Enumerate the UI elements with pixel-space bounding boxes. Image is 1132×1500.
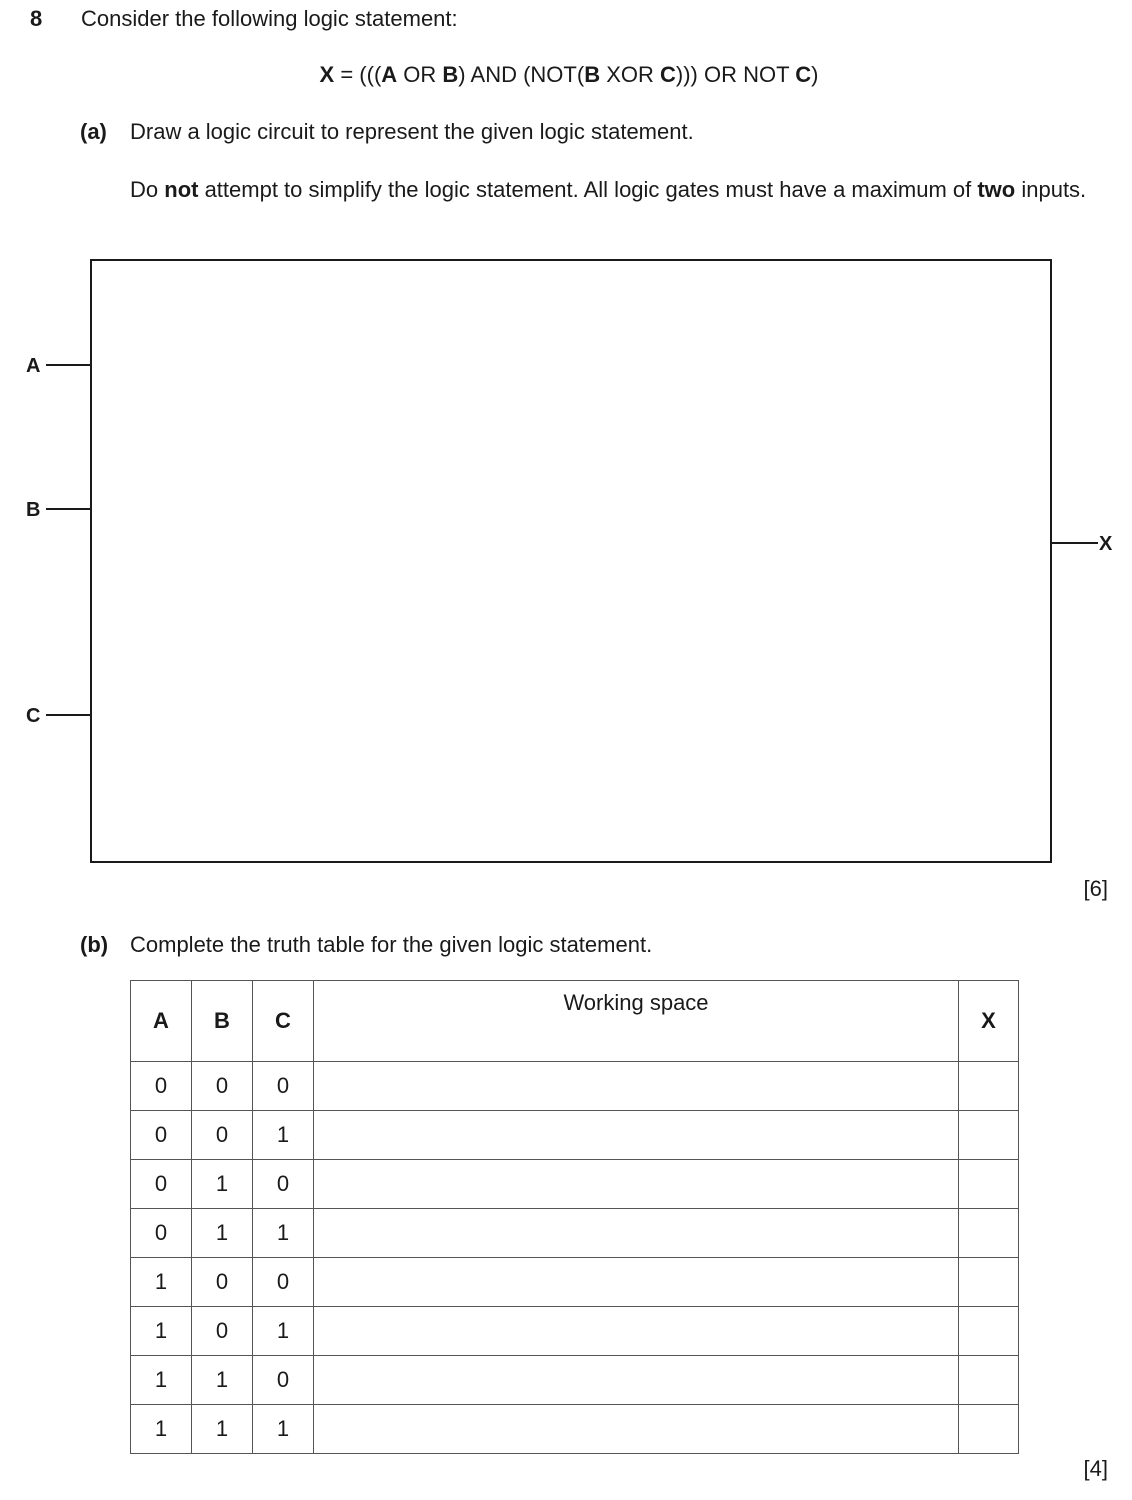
part-b-instruction: Complete the truth table for the given logic statement. (130, 932, 653, 957)
working-cell[interactable] (314, 1062, 959, 1111)
working-cell[interactable] (314, 1111, 959, 1160)
marks-part-b: [4] (1083, 1456, 1108, 1481)
input-wire-b (46, 508, 91, 510)
truth-table (130, 980, 1019, 1454)
logic-statement (0, 62, 1132, 88)
cell-b: 0 (192, 1111, 253, 1160)
part-b-label: (b) (80, 932, 109, 957)
note-emphasis: two (977, 177, 1016, 202)
table-row (131, 1356, 1019, 1405)
note-emphasis: not (164, 177, 199, 202)
table-row (131, 1405, 1019, 1454)
cell-c: 0 (253, 1160, 314, 1209)
working-cell[interactable] (314, 1209, 959, 1258)
cell-a: 0 (131, 1160, 192, 1209)
statement-part: XOR (600, 62, 660, 87)
note-text: inputs. (1015, 177, 1087, 202)
input-wire-a (46, 364, 91, 366)
cell-a: 0 (131, 1062, 192, 1111)
working-cell[interactable] (314, 1160, 959, 1209)
table-row (131, 1307, 1019, 1356)
part-a-note (130, 175, 1108, 204)
output-label-x: X (1099, 533, 1113, 555)
cell-a: 0 (131, 1111, 192, 1160)
cell-a: 1 (131, 1356, 192, 1405)
answer-x-cell[interactable] (959, 1111, 1019, 1160)
table-row (131, 1160, 1019, 1209)
statement-x: X (319, 62, 335, 87)
cell-b: 0 (192, 1062, 253, 1111)
statement-part: ) (811, 62, 819, 87)
table-row (131, 1209, 1019, 1258)
answer-x-cell[interactable] (959, 1405, 1019, 1454)
statement-a: A (381, 62, 398, 87)
note-text: Do (130, 177, 165, 202)
cell-b: 1 (192, 1356, 253, 1405)
input-label-b: B (26, 499, 41, 521)
answer-x-cell[interactable] (959, 1209, 1019, 1258)
cell-a: 0 (131, 1209, 192, 1258)
input-label-a: A (26, 355, 41, 377)
header-a: A (131, 981, 192, 1062)
marks-part-a: [6] (1083, 876, 1108, 901)
table-row (131, 1062, 1019, 1111)
input-label-c: C (26, 705, 41, 727)
part-a-instruction: Draw a logic circuit to represent the given logic statement. (130, 119, 694, 144)
cell-b: 0 (192, 1258, 253, 1307)
output-wire-x (1050, 542, 1098, 544)
cell-a: 1 (131, 1405, 192, 1454)
cell-a: 1 (131, 1307, 192, 1356)
cell-b: 1 (192, 1160, 253, 1209)
answer-x-cell[interactable] (959, 1258, 1019, 1307)
table-row (131, 1258, 1019, 1307)
cell-c: 0 (253, 1062, 314, 1111)
cell-c: 1 (253, 1405, 314, 1454)
statement-b: B (442, 62, 459, 87)
header-c: C (253, 981, 314, 1062)
working-cell[interactable] (314, 1307, 959, 1356)
cell-c: 1 (253, 1307, 314, 1356)
statement-b: B (584, 62, 601, 87)
cell-b: 1 (192, 1405, 253, 1454)
circuit-drawing-area[interactable] (90, 259, 1052, 863)
working-cell[interactable] (314, 1356, 959, 1405)
statement-c: C (795, 62, 812, 87)
header-working-space: Working space (314, 981, 959, 1062)
statement-part: OR (397, 62, 443, 87)
statement-part: = ((( (334, 62, 382, 87)
answer-x-cell[interactable] (959, 1356, 1019, 1405)
part-a-label: (a) (80, 119, 107, 144)
cell-c: 0 (253, 1258, 314, 1307)
header-b: B (192, 981, 253, 1062)
input-wire-c (46, 714, 91, 716)
table-row (131, 1111, 1019, 1160)
statement-part: ) AND (NOT( (458, 62, 585, 87)
answer-x-cell[interactable] (959, 1062, 1019, 1111)
header-x: X (959, 981, 1019, 1062)
answer-x-cell[interactable] (959, 1307, 1019, 1356)
statement-part: ))) OR NOT (675, 62, 796, 87)
cell-b: 1 (192, 1209, 253, 1258)
answer-x-cell[interactable] (959, 1160, 1019, 1209)
cell-b: 0 (192, 1307, 253, 1356)
cell-c: 0 (253, 1356, 314, 1405)
cell-c: 1 (253, 1111, 314, 1160)
cell-a: 1 (131, 1258, 192, 1307)
cell-c: 1 (253, 1209, 314, 1258)
statement-c: C (659, 62, 676, 87)
table-header-row (131, 981, 1019, 1062)
question-intro: Consider the following logic statement: (81, 6, 458, 31)
working-cell[interactable] (314, 1405, 959, 1454)
note-text: attempt to simplify the logic statement. All logic gates must have a maximum of (198, 177, 978, 202)
question-number: 8 (30, 6, 43, 31)
working-cell[interactable] (314, 1258, 959, 1307)
